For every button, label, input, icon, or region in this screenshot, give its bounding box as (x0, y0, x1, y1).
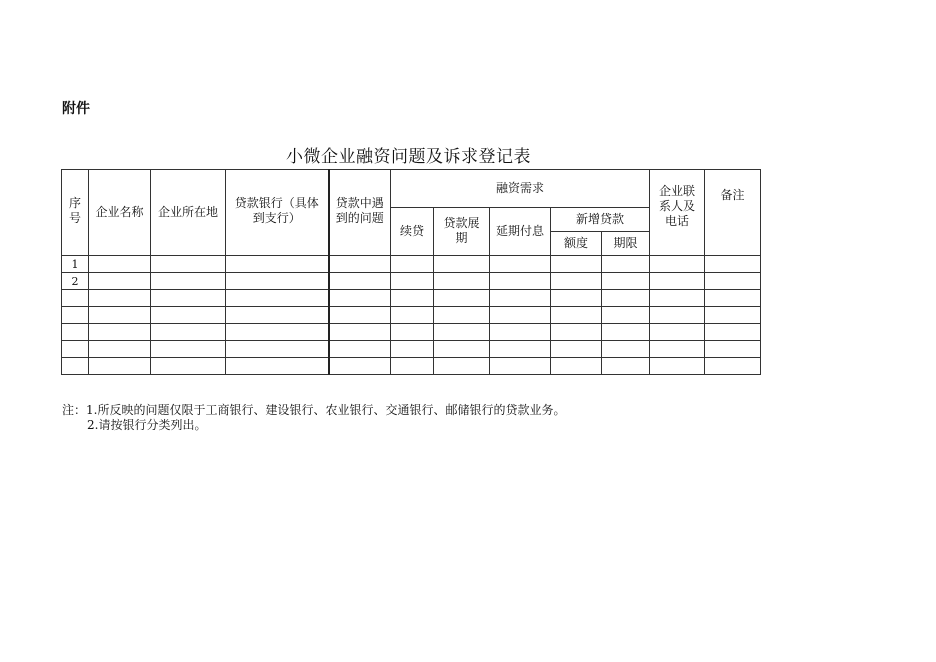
cell-input[interactable] (434, 341, 490, 358)
header-loan-bank: 贷款银行（具体到支行） (226, 170, 329, 256)
cell-input[interactable] (151, 358, 226, 375)
header-amount: 额度 (551, 232, 602, 256)
note-line-2: 2.请按银行分类列出。 (87, 418, 207, 432)
cell-input[interactable] (391, 273, 434, 290)
cell-input[interactable] (650, 256, 705, 273)
cell-input[interactable] (89, 273, 151, 290)
cell-input[interactable] (490, 256, 551, 273)
header-loan-problem: 贷款中遇到的问题 (329, 170, 391, 256)
cell-input[interactable] (226, 256, 329, 273)
table-row (62, 307, 761, 324)
cell-input[interactable] (650, 324, 705, 341)
cell-input[interactable] (551, 290, 602, 307)
cell-input[interactable] (151, 307, 226, 324)
cell-input[interactable] (490, 324, 551, 341)
cell-input[interactable] (551, 324, 602, 341)
cell-input[interactable] (391, 341, 434, 358)
cell-input[interactable] (329, 358, 391, 375)
attachment-label: 附件 (62, 101, 90, 117)
cell-input[interactable] (226, 341, 329, 358)
table-row (62, 273, 761, 290)
cell-input[interactable] (551, 341, 602, 358)
cell-input[interactable] (551, 256, 602, 273)
header-company-location: 企业所在地 (151, 170, 226, 256)
row-number (62, 307, 89, 324)
cell-input[interactable] (391, 256, 434, 273)
cell-input[interactable] (329, 273, 391, 290)
header-company-name: 企业名称 (89, 170, 151, 256)
cell-input[interactable] (434, 307, 490, 324)
cell-input[interactable] (391, 324, 434, 341)
cell-input[interactable] (226, 324, 329, 341)
row-number (62, 358, 89, 375)
cell-input[interactable] (705, 273, 761, 290)
cell-input[interactable] (705, 256, 761, 273)
cell-input[interactable] (490, 290, 551, 307)
header-new-loan: 新增贷款 (551, 208, 650, 232)
cell-input[interactable] (705, 324, 761, 341)
cell-input[interactable] (602, 290, 650, 307)
cell-input[interactable] (151, 256, 226, 273)
notes (62, 403, 565, 433)
table-row (62, 358, 761, 375)
cell-input[interactable] (490, 341, 551, 358)
note-line-1: 注：1.所反映的问题仅限于工商银行、建设银行、农业银行、交通银行、邮储银行的贷款业务。 (62, 403, 566, 417)
cell-input[interactable] (602, 307, 650, 324)
cell-input[interactable] (434, 256, 490, 273)
cell-input[interactable] (602, 324, 650, 341)
row-number: 2 (62, 273, 89, 290)
cell-input[interactable] (226, 307, 329, 324)
header-remark: 备注 (705, 170, 761, 256)
cell-input[interactable] (650, 273, 705, 290)
cell-input[interactable] (89, 324, 151, 341)
cell-input[interactable] (329, 324, 391, 341)
cell-input[interactable] (490, 358, 551, 375)
cell-input[interactable] (89, 290, 151, 307)
cell-input[interactable] (391, 307, 434, 324)
cell-input[interactable] (602, 256, 650, 273)
header-deferred-interest: 延期付息 (490, 208, 551, 256)
cell-input[interactable] (434, 324, 490, 341)
header-loan-extension: 贷款展期 (434, 208, 490, 256)
cell-input[interactable] (551, 307, 602, 324)
cell-input[interactable] (434, 290, 490, 307)
cell-input[interactable] (650, 341, 705, 358)
cell-input[interactable] (89, 358, 151, 375)
row-number (62, 324, 89, 341)
cell-input[interactable] (705, 358, 761, 375)
cell-input[interactable] (329, 290, 391, 307)
cell-input[interactable] (151, 341, 226, 358)
cell-input[interactable] (650, 307, 705, 324)
cell-input[interactable] (89, 307, 151, 324)
cell-input[interactable] (650, 290, 705, 307)
row-number: 1 (62, 256, 89, 273)
cell-input[interactable] (151, 324, 226, 341)
cell-input[interactable] (391, 290, 434, 307)
registration-table (61, 169, 761, 375)
header-contact: 企业联系人及电话 (650, 170, 705, 256)
cell-input[interactable] (226, 273, 329, 290)
header-renew-loan: 续贷 (391, 208, 434, 256)
table-row (62, 324, 761, 341)
table-row (62, 290, 761, 307)
cell-input[interactable] (490, 307, 551, 324)
cell-input[interactable] (391, 358, 434, 375)
header-financing-needs: 融资需求 (391, 170, 650, 208)
cell-input[interactable] (602, 273, 650, 290)
form-title: 小微企业融资问题及诉求登记表 (286, 147, 531, 167)
row-number (62, 290, 89, 307)
cell-input[interactable] (434, 273, 490, 290)
cell-input[interactable] (329, 307, 391, 324)
cell-input[interactable] (551, 273, 602, 290)
cell-input[interactable] (602, 358, 650, 375)
cell-input[interactable] (705, 307, 761, 324)
cell-input[interactable] (490, 273, 551, 290)
cell-input[interactable] (89, 341, 151, 358)
cell-input[interactable] (434, 358, 490, 375)
cell-input[interactable] (551, 358, 602, 375)
cell-input[interactable] (705, 290, 761, 307)
header-term: 期限 (602, 232, 650, 256)
cell-input[interactable] (602, 341, 650, 358)
row-number (62, 341, 89, 358)
cell-input[interactable] (89, 256, 151, 273)
header-seq: 序号 (62, 170, 89, 256)
cell-input[interactable] (226, 358, 329, 375)
table-row (62, 341, 761, 358)
cell-input[interactable] (329, 341, 391, 358)
cell-input[interactable] (151, 290, 226, 307)
cell-input[interactable] (151, 273, 226, 290)
cell-input[interactable] (226, 290, 329, 307)
table-row (62, 256, 761, 273)
cell-input[interactable] (329, 256, 391, 273)
cell-input[interactable] (650, 358, 705, 375)
cell-input[interactable] (705, 341, 761, 358)
